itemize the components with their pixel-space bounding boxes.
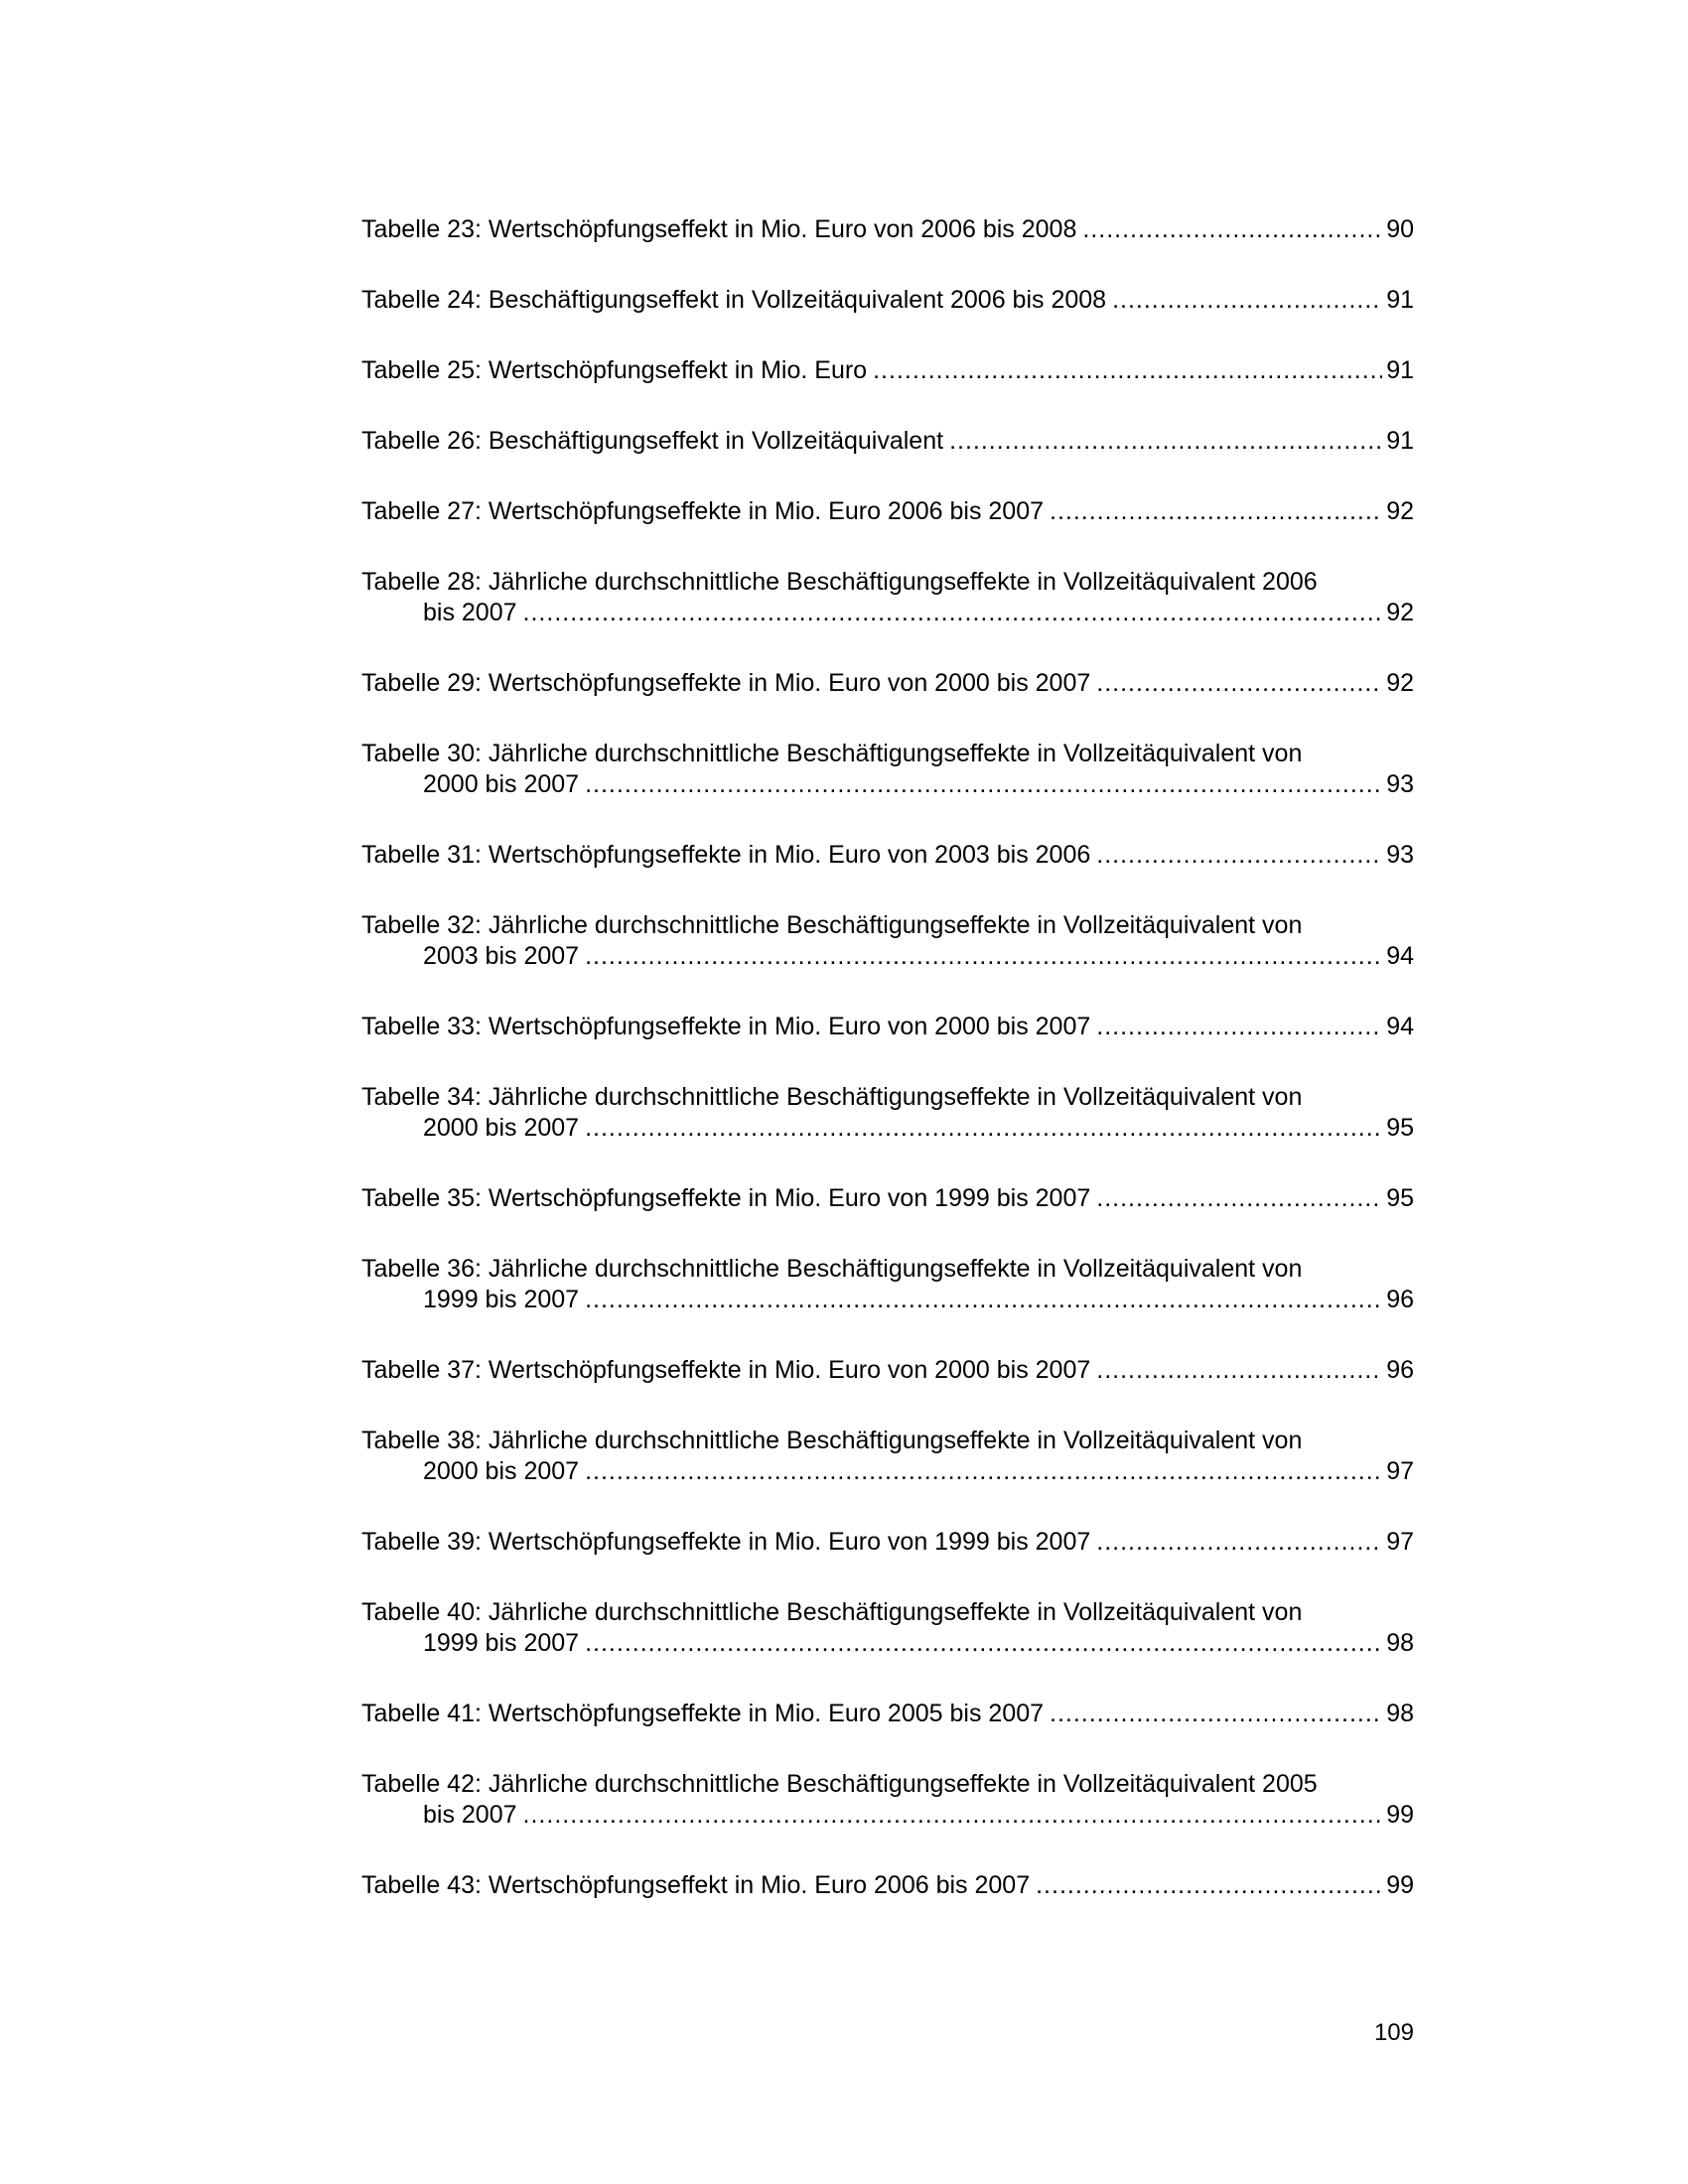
- dot-leader: [1050, 1699, 1382, 1729]
- toc-entry-title: Tabelle 35: Wertschöpfungseffekte in Mio. Euro von 1999 bis 2007: [361, 1184, 1091, 1212]
- toc-entry[interactable]: [361, 426, 1414, 457]
- toc-entry[interactable]: [361, 1527, 1414, 1558]
- dot-leader: [1096, 840, 1382, 871]
- toc-entry-page: 90: [1386, 215, 1414, 243]
- toc-entry[interactable]: [361, 1012, 1414, 1042]
- toc-entry-title: Tabelle 26: Beschäftigungseffekt in Vollzeitäquivalent: [361, 427, 944, 455]
- toc-entry-title-continuation: 2000 bis 2007: [423, 1457, 580, 1485]
- toc-entry-title: Tabelle 33: Wertschöpfungseffekte in Mio. Euro von 2000 bis 2007: [361, 1013, 1091, 1040]
- toc-entry-title: Tabelle 39: Wertschöpfungseffekte in Mio. Euro von 1999 bis 2007: [361, 1528, 1091, 1556]
- toc-entry-title-continuation: 1999 bis 2007: [423, 1629, 580, 1657]
- toc-entry[interactable]: [361, 1355, 1414, 1386]
- dot-leader: [949, 426, 1382, 457]
- toc-entry[interactable]: [361, 1082, 1414, 1144]
- dot-leader: [585, 1628, 1382, 1659]
- toc-entry-title: Tabelle 38: Jährliche durchschnittliche Beschäftigungseffekte in Vollzeitäquivalent von: [361, 1427, 1303, 1454]
- toc-entry-page: 96: [1386, 1286, 1414, 1313]
- dot-leader: [523, 598, 1382, 628]
- toc-entry[interactable]: [361, 1769, 1414, 1831]
- toc-entry-title-continuation: 2000 bis 2007: [423, 1114, 580, 1142]
- toc-entry-page: 92: [1386, 497, 1414, 525]
- toc-entry-title: Tabelle 29: Wertschöpfungseffekte in Mio. Euro von 2000 bis 2007: [361, 669, 1091, 697]
- toc-entry-title-continuation: 2003 bis 2007: [423, 942, 580, 970]
- toc-entry-title: Tabelle 31: Wertschöpfungseffekte in Mio. Euro von 2003 bis 2006: [361, 841, 1091, 869]
- dot-leader: [585, 1456, 1382, 1487]
- toc-entry[interactable]: [361, 285, 1414, 316]
- dot-leader: [585, 1113, 1382, 1144]
- toc-entry-page: 91: [1386, 356, 1414, 384]
- toc-entry-title: Tabelle 28: Jährliche durchschnittliche Beschäftigungseffekte in Vollzeitäquivalent 2006: [361, 568, 1318, 596]
- toc-entry-title: Tabelle 25: Wertschöpfungseffekt in Mio. Euro: [361, 356, 868, 384]
- dot-leader: [1096, 1527, 1382, 1558]
- dot-leader: [523, 1800, 1382, 1831]
- toc-entry-page: 93: [1386, 770, 1414, 798]
- toc-entry-page: 91: [1386, 286, 1414, 314]
- toc-entry-page: 94: [1386, 1013, 1414, 1040]
- toc-entry-page: 99: [1386, 1871, 1414, 1899]
- toc-entry-title-continuation: bis 2007: [423, 1801, 517, 1829]
- toc-entry-title-continuation: bis 2007: [423, 599, 517, 626]
- dot-leader: [1112, 285, 1382, 316]
- toc-entry[interactable]: [361, 1426, 1414, 1487]
- toc-entry[interactable]: [361, 668, 1414, 699]
- dot-leader: [873, 355, 1382, 386]
- toc-entry-page: 92: [1386, 669, 1414, 697]
- toc-entry[interactable]: [361, 840, 1414, 871]
- toc-entry-title: Tabelle 34: Jährliche durchschnittliche Beschäftigungseffekte in Vollzeitäquivalent von: [361, 1083, 1303, 1111]
- toc-entry-page: 95: [1386, 1114, 1414, 1142]
- toc-entry[interactable]: [361, 739, 1414, 800]
- toc-entry-title: Tabelle 24: Beschäftigungseffekt in Vollzeitäquivalent 2006 bis 2008: [361, 286, 1107, 314]
- toc-entry-title: Tabelle 43: Wertschöpfungseffekt in Mio. Euro 2006 bis 2007: [361, 1871, 1031, 1899]
- toc-entry-title: Tabelle 41: Wertschöpfungseffekte in Mio. Euro 2005 bis 2007: [361, 1700, 1045, 1727]
- toc-entry[interactable]: [361, 1183, 1414, 1214]
- dot-leader: [1036, 1870, 1382, 1901]
- toc-entry-title: Tabelle 42: Jährliche durchschnittliche Beschäftigungseffekte in Vollzeitäquivalent 2005: [361, 1770, 1318, 1798]
- toc-entry-title: Tabelle 37: Wertschöpfungseffekte in Mio. Euro von 2000 bis 2007: [361, 1356, 1091, 1384]
- toc-entry-page: 98: [1386, 1629, 1414, 1657]
- toc-entry-title: Tabelle 27: Wertschöpfungseffekte in Mio. Euro 2006 bis 2007: [361, 497, 1045, 525]
- toc-entry-title: Tabelle 36: Jährliche durchschnittliche Beschäftigungseffekte in Vollzeitäquivalent von: [361, 1255, 1303, 1283]
- toc-entry[interactable]: [361, 1870, 1414, 1901]
- dot-leader: [585, 941, 1382, 972]
- dot-leader: [585, 769, 1382, 800]
- toc-entry-page: 97: [1386, 1528, 1414, 1556]
- toc-entry-title: Tabelle 32: Jährliche durchschnittliche Beschäftigungseffekte in Vollzeitäquivalent von: [361, 911, 1303, 939]
- toc-entry-page: 93: [1386, 841, 1414, 869]
- toc-entry[interactable]: [361, 567, 1414, 628]
- dot-leader: [1096, 1355, 1382, 1386]
- dot-leader: [1096, 1183, 1382, 1214]
- toc-entry[interactable]: [361, 355, 1414, 386]
- dot-leader: [1050, 496, 1382, 527]
- toc-entry-page: 98: [1386, 1700, 1414, 1727]
- toc-entry[interactable]: [361, 910, 1414, 972]
- dot-leader: [585, 1285, 1382, 1315]
- toc-entry-page: 94: [1386, 942, 1414, 970]
- toc-entry-title: Tabelle 23: Wertschöpfungseffekt in Mio. Euro von 2006 bis 2008: [361, 215, 1077, 243]
- dot-leader: [1082, 214, 1382, 245]
- table-of-tables: [361, 214, 1414, 1941]
- toc-entry-page: 99: [1386, 1801, 1414, 1829]
- toc-entry-page: 91: [1386, 427, 1414, 455]
- toc-entry-title-continuation: 2000 bis 2007: [423, 770, 580, 798]
- toc-entry[interactable]: [361, 1699, 1414, 1729]
- toc-entry-title-continuation: 1999 bis 2007: [423, 1286, 580, 1313]
- dot-leader: [1096, 1012, 1382, 1042]
- toc-entry[interactable]: [361, 1254, 1414, 1315]
- toc-entry-page: 92: [1386, 599, 1414, 626]
- toc-entry-page: 96: [1386, 1356, 1414, 1384]
- toc-entry[interactable]: [361, 214, 1414, 245]
- toc-entry[interactable]: [361, 496, 1414, 527]
- dot-leader: [1096, 668, 1382, 699]
- toc-entry-page: 97: [1386, 1457, 1414, 1485]
- page-number: 109: [1373, 2019, 1414, 2046]
- toc-entry[interactable]: [361, 1597, 1414, 1659]
- toc-entry-title: Tabelle 40: Jährliche durchschnittliche Beschäftigungseffekte in Vollzeitäquivalent von: [361, 1598, 1303, 1626]
- toc-entry-title: Tabelle 30: Jährliche durchschnittliche Beschäftigungseffekte in Vollzeitäquivalent von: [361, 740, 1303, 767]
- toc-entry-page: 95: [1386, 1184, 1414, 1212]
